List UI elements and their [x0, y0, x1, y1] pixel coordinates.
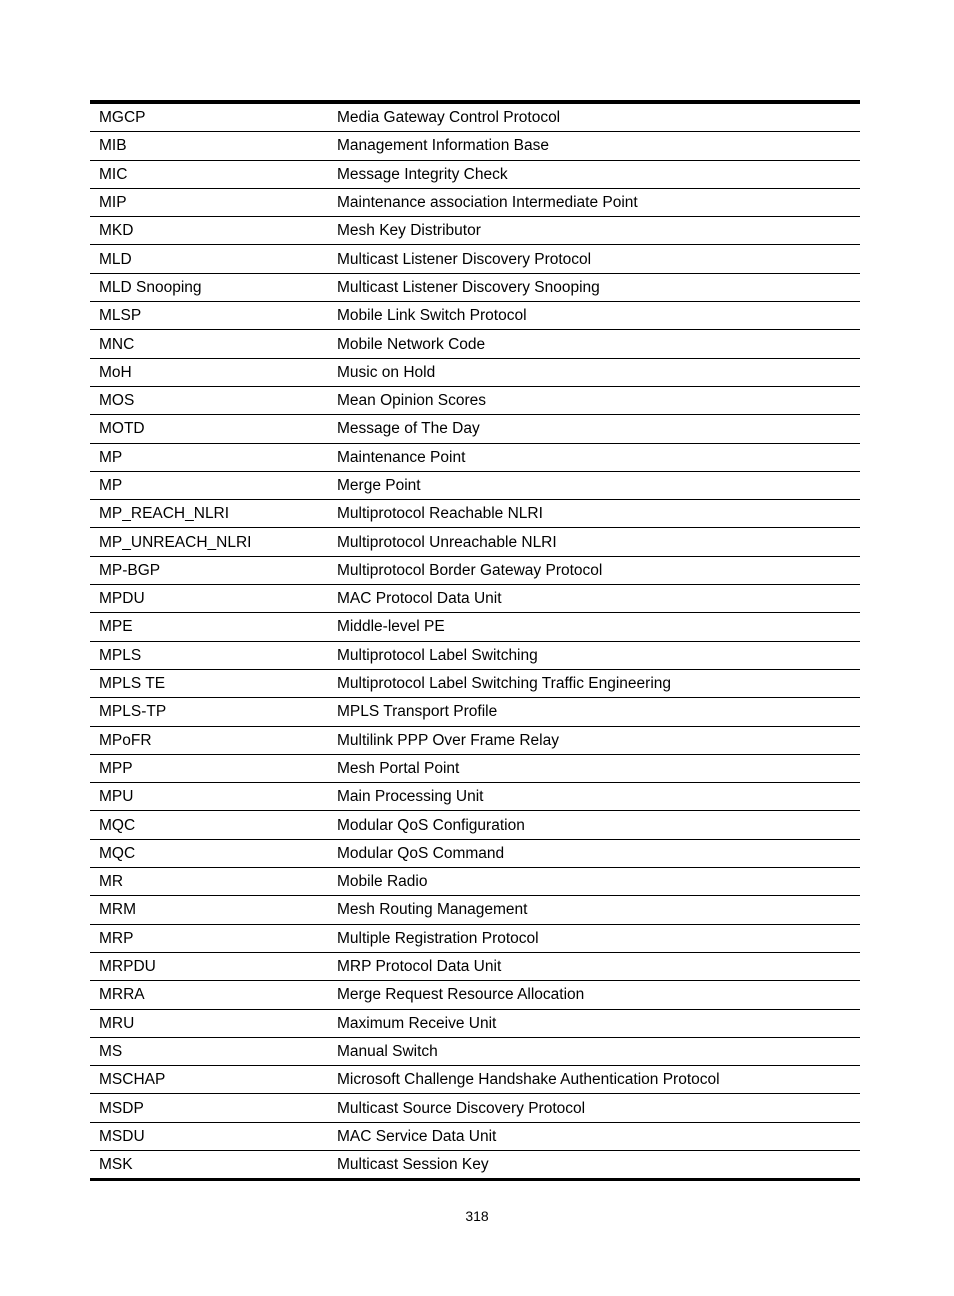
- full-name-cell: Mobile Link Switch Protocol: [328, 302, 860, 330]
- full-name-cell: Main Processing Unit: [328, 783, 860, 811]
- abbreviation-cell: MPU: [90, 783, 328, 811]
- abbreviation-cell: MPDU: [90, 585, 328, 613]
- full-name-cell: Maintenance association Intermediate Point: [328, 188, 860, 216]
- table-row: [90, 896, 860, 924]
- full-name-cell: Mesh Portal Point: [328, 754, 860, 782]
- table-row: [90, 302, 860, 330]
- abbreviation-cell: MIC: [90, 160, 328, 188]
- table-row: [90, 1150, 860, 1179]
- abbreviation-cell: MLSP: [90, 302, 328, 330]
- abbreviation-cell: MPP: [90, 754, 328, 782]
- abbreviation-cell: MPLS-TP: [90, 698, 328, 726]
- full-name-cell: Maintenance Point: [328, 443, 860, 471]
- full-name-cell: Multiprotocol Unreachable NLRI: [328, 528, 860, 556]
- table-row: [90, 1094, 860, 1122]
- abbreviation-cell: MPLS: [90, 641, 328, 669]
- full-name-cell: Merge Point: [328, 471, 860, 499]
- table-row: [90, 924, 860, 952]
- table-row: [90, 754, 860, 782]
- abbreviation-cell: MOTD: [90, 415, 328, 443]
- full-name-cell: Merge Request Resource Allocation: [328, 981, 860, 1009]
- abbreviation-cell: MS: [90, 1037, 328, 1065]
- abbreviation-cell: MGCP: [90, 102, 328, 132]
- abbreviation-cell: MIP: [90, 188, 328, 216]
- full-name-cell: Modular QoS Configuration: [328, 811, 860, 839]
- table-row: [90, 981, 860, 1009]
- table-row: [90, 585, 860, 613]
- table-row: [90, 1037, 860, 1065]
- full-name-cell: Multiprotocol Reachable NLRI: [328, 500, 860, 528]
- table-row: [90, 330, 860, 358]
- abbreviation-cell: MSDP: [90, 1094, 328, 1122]
- table-row: [90, 556, 860, 584]
- full-name-cell: Multicast Listener Discovery Snooping: [328, 273, 860, 301]
- full-name-cell: MAC Protocol Data Unit: [328, 585, 860, 613]
- full-name-cell: MRP Protocol Data Unit: [328, 952, 860, 980]
- abbreviation-cell: MOS: [90, 386, 328, 414]
- table-row: [90, 102, 860, 132]
- abbreviation-cell: MPLS TE: [90, 669, 328, 697]
- abbreviation-cell: MP_UNREACH_NLRI: [90, 528, 328, 556]
- table-row: [90, 471, 860, 499]
- full-name-cell: Message Integrity Check: [328, 160, 860, 188]
- table-row: [90, 217, 860, 245]
- page-number: 318: [465, 1208, 489, 1224]
- full-name-cell: MPLS Transport Profile: [328, 698, 860, 726]
- full-name-cell: Middle-level PE: [328, 613, 860, 641]
- table-row: [90, 528, 860, 556]
- abbreviation-table: [90, 100, 860, 1181]
- table-row: [90, 839, 860, 867]
- abbreviation-cell: MR: [90, 868, 328, 896]
- full-name-cell: Mesh Key Distributor: [328, 217, 860, 245]
- full-name-cell: Maximum Receive Unit: [328, 1009, 860, 1037]
- abbreviation-cell: MPoFR: [90, 726, 328, 754]
- abbreviation-cell: MRP: [90, 924, 328, 952]
- full-name-cell: Mobile Network Code: [328, 330, 860, 358]
- full-name-cell: Multicast Session Key: [337, 1156, 489, 1174]
- abbreviation-cell: MQC: [90, 839, 328, 867]
- abbreviation-cell: MKD: [90, 217, 328, 245]
- table-row: [90, 1009, 860, 1037]
- abbreviation-cell: MP_REACH_NLRI: [90, 500, 328, 528]
- table-row: [90, 641, 860, 669]
- full-name-cell: Multicast Source Discovery Protocol: [328, 1094, 860, 1122]
- table-row: [90, 952, 860, 980]
- table-row: [90, 783, 860, 811]
- full-name-cell: Mean Opinion Scores: [328, 386, 860, 414]
- full-name-cell: Multiprotocol Border Gateway Protocol: [328, 556, 860, 584]
- abbreviation-cell: MoH: [90, 358, 328, 386]
- table-row: [90, 669, 860, 697]
- full-name-cell: Multiprotocol Label Switching: [328, 641, 860, 669]
- abbreviation-table-body: [90, 102, 860, 1180]
- abbreviation-cell: MSDU: [90, 1122, 328, 1150]
- table-row: [90, 868, 860, 896]
- full-name-cell: Multilink PPP Over Frame Relay: [328, 726, 860, 754]
- full-name-cell: Media Gateway Control Protocol: [328, 102, 860, 132]
- table-row: [90, 613, 860, 641]
- table-row: [90, 188, 860, 216]
- table-row: [90, 245, 860, 273]
- abbreviation-cell: MIB: [90, 132, 328, 160]
- abbreviation-cell: MSCHAP: [90, 1066, 328, 1094]
- abbreviation-cell: MP: [90, 443, 328, 471]
- table-row: [90, 160, 860, 188]
- full-name-cell: Message of The Day: [328, 415, 860, 443]
- abbreviation-cell: MRM: [90, 896, 328, 924]
- abbreviation-cell: MP: [90, 471, 328, 499]
- full-name-cell: Microsoft Challenge Handshake Authentication Protocol: [328, 1066, 860, 1094]
- full-name-cell: MAC Service Data Unit: [328, 1122, 860, 1150]
- table-row: [90, 443, 860, 471]
- full-name-cell: Mobile Radio: [328, 868, 860, 896]
- full-name-cell: Manual Switch: [328, 1037, 860, 1065]
- abbreviation-cell: MSK: [99, 1156, 133, 1174]
- abbreviation-cell: MNC: [90, 330, 328, 358]
- table-row: [90, 500, 860, 528]
- table-row: [90, 1122, 860, 1150]
- table-row: [90, 698, 860, 726]
- full-name-cell: Multiple Registration Protocol: [328, 924, 860, 952]
- table-row: [90, 726, 860, 754]
- table-row: [90, 358, 860, 386]
- table-row: [90, 132, 860, 160]
- abbreviation-cell: MP-BGP: [90, 556, 328, 584]
- abbreviation-cell: MLD Snooping: [90, 273, 328, 301]
- abbreviation-cell: MPE: [90, 613, 328, 641]
- abbreviation-cell: MRPDU: [90, 952, 328, 980]
- table-row: [90, 273, 860, 301]
- full-name-cell: Multiprotocol Label Switching Traffic Engineering: [328, 669, 860, 697]
- full-name-cell: Modular QoS Command: [328, 839, 860, 867]
- table-row: [90, 386, 860, 414]
- full-name-cell: Music on Hold: [328, 358, 860, 386]
- abbreviation-cell: MRRA: [90, 981, 328, 1009]
- full-name-cell: Mesh Routing Management: [328, 896, 860, 924]
- full-name-cell: Multicast Listener Discovery Protocol: [328, 245, 860, 273]
- full-name-cell: Management Information Base: [328, 132, 860, 160]
- table-row: [90, 415, 860, 443]
- abbreviation-cell: MQC: [90, 811, 328, 839]
- abbreviation-cell: MLD: [90, 245, 328, 273]
- table-row: [90, 1066, 860, 1094]
- abbreviation-cell: MRU: [90, 1009, 328, 1037]
- table-row: [90, 811, 860, 839]
